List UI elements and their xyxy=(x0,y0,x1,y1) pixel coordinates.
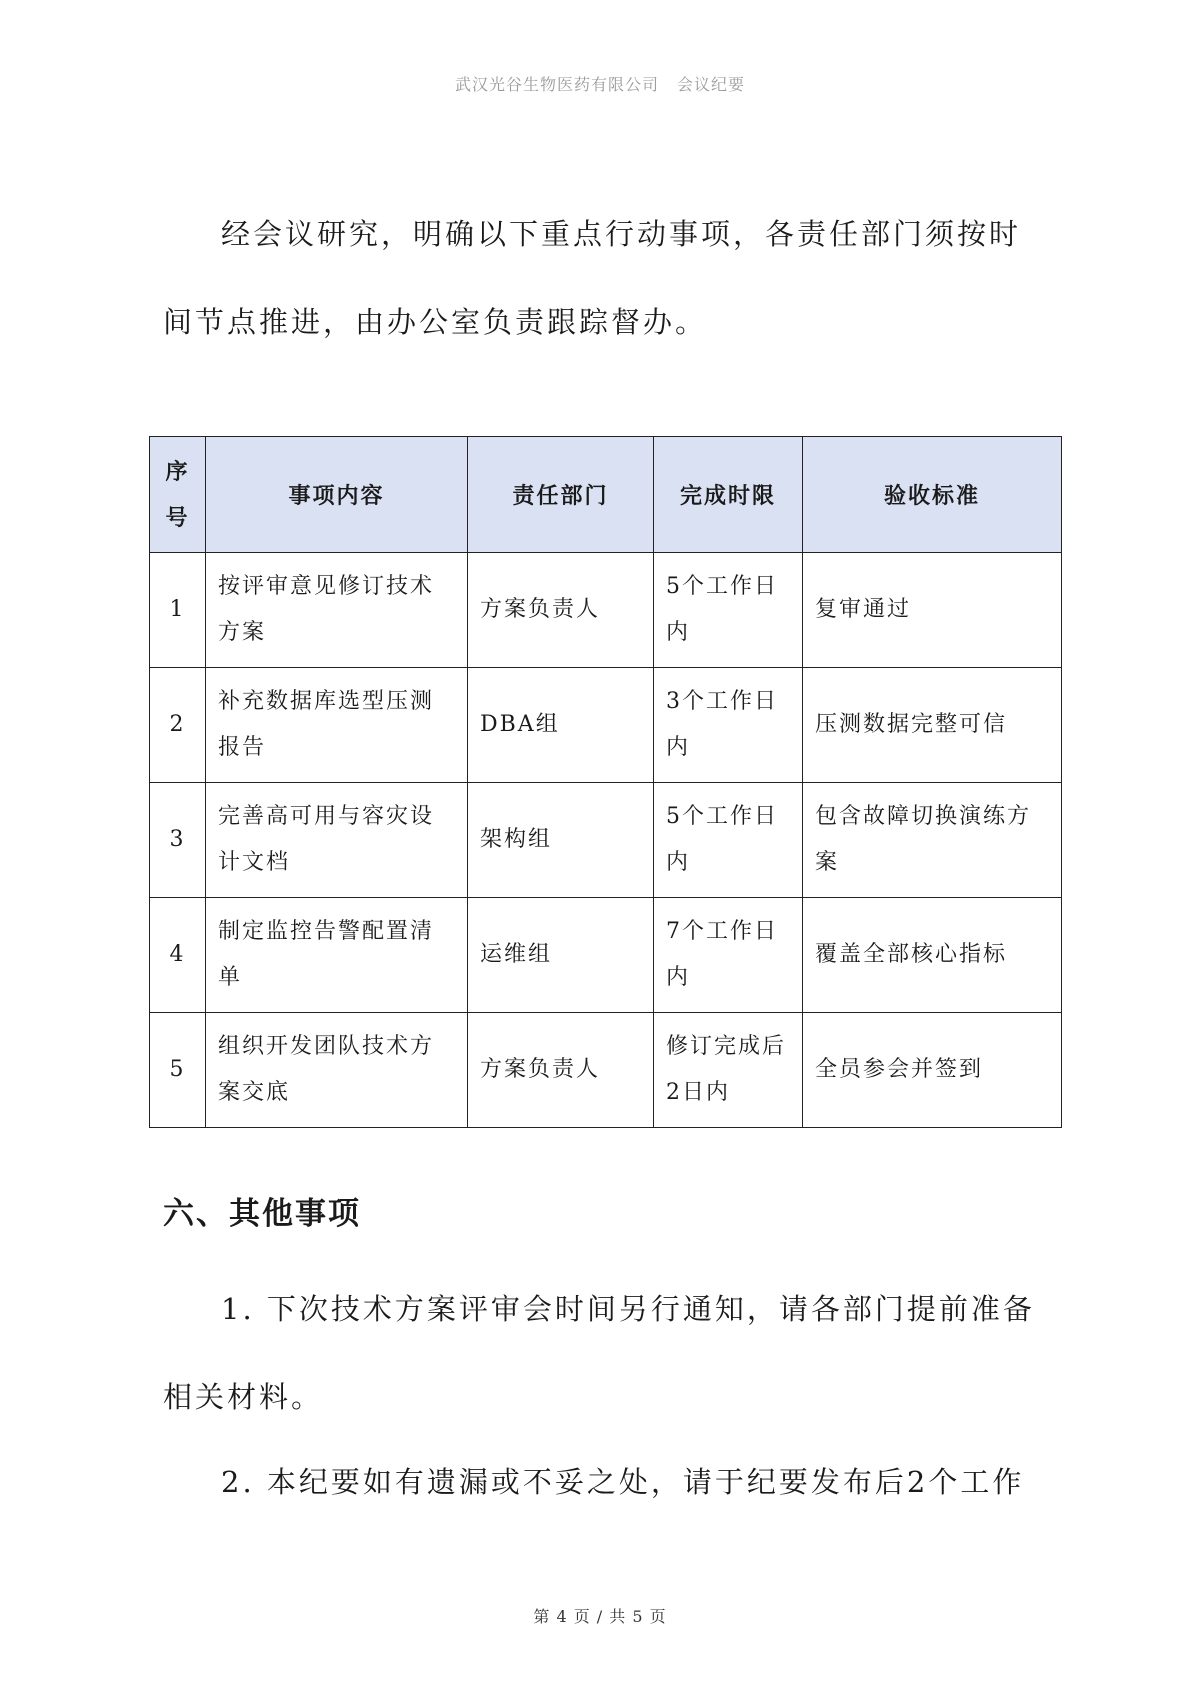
section-item-1: 1. 下次技术方案评审会时间另行通知，请各部门提前准备相关材料。 xyxy=(163,1292,1035,1414)
table-header-row xyxy=(150,437,1062,553)
cell-item: 组织开发团队技术方案交底 xyxy=(206,1013,468,1128)
section-title: 六、其他事项 xyxy=(163,1196,361,1232)
cell-deadline: 5个工作日内 xyxy=(654,553,803,668)
cell-standard: 复审通过 xyxy=(803,553,1062,668)
cell-dept: 运维组 xyxy=(468,898,654,1013)
cell-deadline: 3个工作日内 xyxy=(654,668,803,783)
table-row xyxy=(150,783,1062,898)
page-footer: 第 4 页 / 共 5 页 xyxy=(533,1607,667,1626)
header-doc-type: 会议纪要 xyxy=(677,75,746,94)
table-row xyxy=(150,668,1062,783)
cell-standard: 包含故障切换演练方案 xyxy=(803,783,1062,898)
action-items-table xyxy=(149,436,1062,1128)
header-no: 序号 xyxy=(150,437,206,553)
cell-deadline: 修订完成后2日内 xyxy=(654,1013,803,1128)
header-deadline: 完成时限 xyxy=(654,437,803,553)
cell-no: 1 xyxy=(150,553,206,668)
header-dept: 责任部门 xyxy=(468,437,654,553)
cell-dept: 方案负责人 xyxy=(468,553,654,668)
cell-no: 4 xyxy=(150,898,206,1013)
cell-deadline: 5个工作日内 xyxy=(654,783,803,898)
cell-standard: 全员参会并签到 xyxy=(803,1013,1062,1128)
header-item: 事项内容 xyxy=(206,437,468,553)
cell-item: 制定监控告警配置清单 xyxy=(206,898,468,1013)
cell-dept: 架构组 xyxy=(468,783,654,898)
cell-no: 2 xyxy=(150,668,206,783)
cell-item: 补充数据库选型压测报告 xyxy=(206,668,468,783)
cell-item: 按评审意见修订技术方案 xyxy=(206,553,468,668)
section-item-2: 2. 本纪要如有遗漏或不妥之处，请于纪要发布后2个工作 xyxy=(221,1465,1025,1499)
cell-standard: 压测数据完整可信 xyxy=(803,668,1062,783)
table-row xyxy=(150,1013,1062,1128)
cell-standard: 覆盖全部核心指标 xyxy=(803,898,1062,1013)
cell-dept: 方案负责人 xyxy=(468,1013,654,1128)
header-company: 武汉光谷生物医药有限公司 xyxy=(454,75,659,94)
intro-paragraph: 经会议研究，明确以下重点行动事项，各责任部门须按时间节点推进，由办公室负责跟踪督办。 xyxy=(163,217,1022,339)
cell-no: 5 xyxy=(150,1013,206,1128)
cell-dept: DBA组 xyxy=(468,668,654,783)
table-row xyxy=(150,898,1062,1013)
cell-deadline: 7个工作日内 xyxy=(654,898,803,1013)
cell-no: 3 xyxy=(150,783,206,898)
page-header xyxy=(0,72,1200,95)
table-row xyxy=(150,553,1062,668)
cell-item: 完善高可用与容灾设计文档 xyxy=(206,783,468,898)
header-standard: 验收标准 xyxy=(803,437,1062,553)
